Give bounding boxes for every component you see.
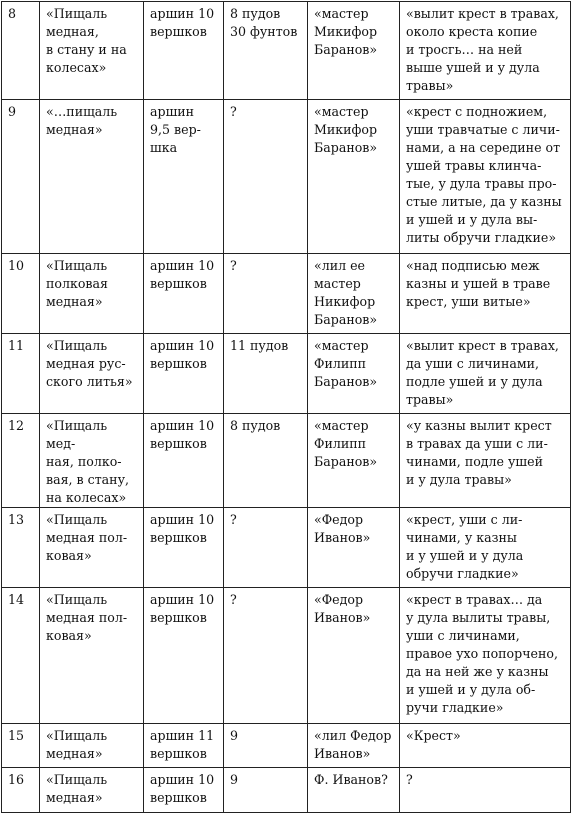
cannon-decoration: «вылит крест в травах, около креста копие и тросгь… на ней выше ушей и у дула травы»	[400, 2, 571, 100]
cannon-name: «Пищаль медная»	[40, 724, 144, 768]
row-number: 10	[2, 254, 40, 334]
cannon-master: «Федор Иванов»	[308, 588, 400, 724]
table-row	[2, 724, 571, 768]
cannon-weight: 9	[224, 724, 308, 768]
cannon-name: «Пищаль медная»	[40, 768, 144, 813]
cannon-name: «Пищаль полковая медная»	[40, 254, 144, 334]
cannon-decoration: «над подписью меж казны и ушей в траве крест, уши витые»	[400, 254, 571, 334]
cannon-weight: ?	[224, 508, 308, 588]
table-row	[2, 414, 571, 508]
cannon-length: аршин 10 вершков	[144, 254, 224, 334]
table-row	[2, 254, 571, 334]
cannon-weight: 9	[224, 768, 308, 813]
cannon-length: аршин 10 вершков	[144, 414, 224, 508]
cannon-weight: ?	[224, 588, 308, 724]
cannon-name: «Пищаль медная рус- ского литья»	[40, 334, 144, 414]
cannon-length: аршин 10 вершков	[144, 588, 224, 724]
cannon-weight: 8 пудов	[224, 414, 308, 508]
row-number: 16	[2, 768, 40, 813]
cannon-length: аршин 11 вершков	[144, 724, 224, 768]
cannon-master: «мастер Филипп Баранов»	[308, 334, 400, 414]
cannon-master: «мастер Филипп Баранов»	[308, 414, 400, 508]
table-body	[2, 2, 571, 813]
cannon-decoration: «крест с подножием, уши травчатые с личи- нами, а на середине от ушей травы клинча- тые, у дула травы про- стые литые, да у казны и ушей и у дула вы- литы обручи гладкие»	[400, 100, 571, 254]
cannon-weight: ?	[224, 100, 308, 254]
cannon-weight: 11 пудов	[224, 334, 308, 414]
row-number: 9	[2, 100, 40, 254]
cannon-decoration: «крест в травах… да у дула вылиты травы, уши с личинами, правое ухо попорчено, да на ней же у казны и ушей и у дула об- ручи гладкие»	[400, 588, 571, 724]
cannon-name: «Пищаль медная пол- ковая»	[40, 588, 144, 724]
row-number: 11	[2, 334, 40, 414]
cannon-decoration: «крест, уши с ли- чинами, у казны и у ушей и у дула обручи гладкие»	[400, 508, 571, 588]
table-row	[2, 508, 571, 588]
cannon-master: «мастер Микифор Баранов»	[308, 2, 400, 100]
cannon-length: аршин 9,5 вер- шка	[144, 100, 224, 254]
cannon-decoration: «у казны вылит крест в травах да уши с ли- чинами, подле ушей и у дула травы»	[400, 414, 571, 508]
cannon-length: аршин 10 вершков	[144, 508, 224, 588]
cannon-decoration: ?	[400, 768, 571, 813]
cannon-master: «Федор Иванов»	[308, 508, 400, 588]
cannon-master: «мастер Микифор Баранов»	[308, 100, 400, 254]
table-row	[2, 334, 571, 414]
table-row	[2, 100, 571, 254]
row-number: 13	[2, 508, 40, 588]
row-number: 14	[2, 588, 40, 724]
cannon-length: аршин 10 вершков	[144, 2, 224, 100]
table-row	[2, 2, 571, 100]
cannon-catalog-table	[1, 1, 571, 813]
cannon-decoration: «вылит крест в травах, да уши с личинами, подле ушей и у дула травы»	[400, 334, 571, 414]
cannon-decoration: «Крест»	[400, 724, 571, 768]
cannon-name: «Пищаль медная пол- ковая»	[40, 508, 144, 588]
row-number: 8	[2, 2, 40, 100]
cannon-weight: 8 пудов 30 фунтов	[224, 2, 308, 100]
cannon-length: аршин 10 вершков	[144, 768, 224, 813]
cannon-weight: ?	[224, 254, 308, 334]
row-number: 12	[2, 414, 40, 508]
cannon-master: «лил Федор Иванов»	[308, 724, 400, 768]
cannon-master: «лил ее мастер Никифор Баранов»	[308, 254, 400, 334]
cannon-master: Ф. Иванов?	[308, 768, 400, 813]
cannon-name: «Пищаль мед- ная, полко- вая, в стану, на колесах»	[40, 414, 144, 508]
row-number: 15	[2, 724, 40, 768]
table-row	[2, 588, 571, 724]
cannon-name: «Пищаль медная, в стану и на колесах»	[40, 2, 144, 100]
cannon-length: аршин 10 вершков	[144, 334, 224, 414]
cannon-name: «…пищаль медная»	[40, 100, 144, 254]
table-row	[2, 768, 571, 813]
